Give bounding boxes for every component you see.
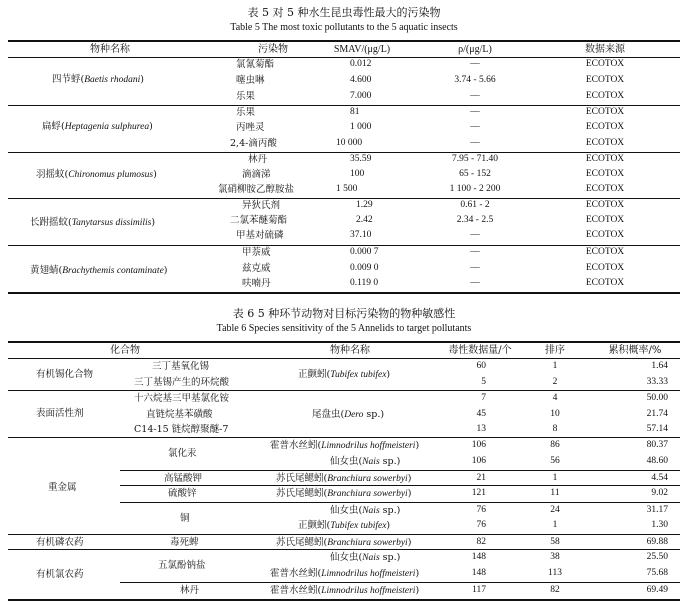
smav-cell: 81: [350, 107, 360, 117]
table6-compound: 硫酸锌: [168, 488, 197, 499]
source-cell: ECOTOX: [585, 59, 625, 69]
table6-species: 霍普水丝蚓(Limnodrilus hoffmeisteri): [270, 585, 420, 596]
table6-subgroup-rule: [120, 485, 680, 486]
table5-caption-en: Table 5 The most toxic pollutants to the 5 aquatic insects: [230, 22, 458, 33]
table6-species: 霍普水丝蚓(Limnodrilus hoffmeisteri): [270, 568, 420, 579]
table6-header-rule: [8, 358, 680, 359]
table5-species-4: 长跗摇蚊(Tanytarsus dissimilis): [30, 217, 156, 228]
table6-species: 正颤蚓(Tubifex tubifex): [298, 369, 391, 380]
rho-cell: 7.95 - 71.40: [452, 154, 498, 164]
smav-cell: 10 000: [336, 138, 363, 148]
smav-cell: 100: [350, 169, 365, 179]
rho-cell: —: [470, 247, 480, 257]
table5-header-source: 数据来源: [585, 44, 625, 55]
rank-cell: 1: [552, 520, 558, 530]
table6-group-rule: [8, 549, 680, 550]
smav-cell: 4.600: [350, 75, 372, 85]
table6-compound: 三丁基锡产生的环烷酸: [134, 377, 230, 388]
probability-cell: 1.30: [651, 520, 668, 530]
source-cell: ECOTOX: [585, 215, 625, 225]
probability-cell: 21.74: [646, 409, 668, 419]
pollutant-cell: 甲基对硫磷: [236, 230, 284, 241]
table6-header-probability: 累积概率/%: [608, 345, 662, 356]
count-cell: 76: [476, 520, 486, 530]
table6-top-rule: [8, 341, 680, 343]
count-cell: 106: [471, 440, 486, 450]
table5-caption-cn: 表 5 对 5 种水生昆虫毒性最大的污染物: [247, 6, 441, 19]
table6-category: 表面活性剂: [36, 408, 84, 419]
smav-cell: 0.000 7: [350, 247, 379, 257]
source-cell: ECOTOX: [585, 154, 625, 164]
table6-compound: 十六烷基三甲基氯化铵: [134, 393, 230, 404]
table6-subgroup-rule: [120, 582, 680, 583]
table5-species-1: 四节蜉(Baetis rhodani): [52, 74, 144, 85]
probability-cell: 75.68: [646, 568, 668, 578]
rho-cell: —: [470, 122, 480, 132]
rank-cell: 113: [548, 568, 562, 578]
rho-cell: —: [470, 278, 480, 288]
probability-cell: 69.49: [646, 585, 668, 595]
pollutant-cell: 噻虫啉: [236, 75, 265, 86]
rho-cell: 65 - 152: [459, 169, 491, 179]
table6-header-count: 毒性数据量/个: [448, 345, 512, 356]
smav-cell: 2.42: [356, 215, 373, 225]
pollutant-cell: 滴滴涕: [242, 169, 271, 180]
probability-cell: 25.50: [646, 552, 668, 562]
pollutant-cell: 呋喃丹: [242, 278, 271, 289]
pollutant-cell: 兹克威: [242, 263, 271, 274]
pollutant-cell: 异狄氏剂: [242, 200, 281, 211]
source-cell: ECOTOX: [585, 169, 625, 179]
table5-header-smav: SMAV/(μg/L): [333, 44, 391, 55]
table6-compound: 林丹: [180, 585, 200, 596]
pollutant-cell: 乐果: [236, 91, 256, 102]
count-cell: 148: [471, 568, 486, 578]
pollutant-cell: 氯氰菊酯: [236, 59, 275, 70]
table6-category: 重金属: [48, 482, 77, 493]
table5-bottom-rule: [8, 292, 680, 294]
source-cell: ECOTOX: [585, 107, 625, 117]
count-cell: 45: [476, 409, 486, 419]
table5-top-rule: [8, 40, 680, 42]
count-cell: 121: [471, 488, 486, 498]
table5-header-rho: ρ/(μg/L): [458, 44, 492, 55]
rho-cell: 1 100 - 2 200: [449, 184, 501, 194]
probability-cell: 1.64: [651, 361, 668, 371]
table5-header-pollutant: 污染物: [258, 44, 288, 55]
source-cell: ECOTOX: [585, 138, 625, 148]
count-cell: 5: [481, 377, 486, 387]
pollutant-cell: 甲萘威: [242, 247, 271, 258]
source-cell: ECOTOX: [585, 230, 625, 240]
pollutant-cell: 丙唑灵: [236, 122, 265, 133]
table6-compound: 高锰酸钾: [164, 473, 203, 484]
source-cell: ECOTOX: [585, 122, 625, 132]
count-cell: 7: [481, 393, 486, 403]
table6-bottom-rule: [8, 599, 680, 601]
pollutant-cell: 林丹: [248, 154, 268, 165]
smav-cell: 0.119 0: [350, 278, 379, 288]
table6-category: 有机锡化合物: [36, 369, 94, 380]
smav-cell: 7.000: [350, 91, 372, 101]
count-cell: 106: [471, 456, 486, 466]
smav-cell: 1.29: [356, 200, 373, 210]
table6-compound: 直链烷基苯磺酸: [146, 409, 213, 420]
smav-cell: 1 000: [350, 122, 372, 132]
table5-species-2: 扁蜉(Heptagenia sulphurea): [42, 121, 153, 132]
count-cell: 13: [476, 424, 486, 434]
pollutant-cell: 二氯苯醚菊酯: [230, 215, 288, 226]
table6-species: 苏氏尾鳃蚓(Branchiura sowerbyi): [276, 488, 412, 499]
rho-cell: —: [470, 138, 480, 148]
table6-subgroup-rule: [120, 502, 680, 503]
rho-cell: —: [470, 263, 480, 273]
pollutant-cell: 氯硝柳胺乙醇胺盐: [218, 184, 295, 195]
rank-cell: 4: [552, 393, 558, 403]
table6-caption-en: Table 6 Species sensitivity of the 5 Annelids to target pollutants: [216, 323, 472, 334]
table6-species: 苏氏尾鳃蚓(Branchiura sowerbyi): [276, 537, 412, 548]
table6-species: 苏氏尾鳃蚓(Branchiura sowerbyi): [276, 473, 412, 484]
table6-compound: 毒死蜱: [170, 537, 199, 548]
rank-cell: 2: [552, 377, 558, 387]
table6-caption-cn: 表 6 5 种环节动物对目标污染物的物种敏感性: [232, 307, 456, 320]
table5-header-species: 物种名称: [90, 44, 130, 55]
source-cell: ECOTOX: [585, 247, 625, 257]
smav-cell: 0.009 0: [350, 263, 379, 273]
table6-header-compound: 化合物: [110, 345, 140, 356]
table6-species: 仙女虫(Nais sp.): [330, 552, 401, 563]
rho-cell: —: [470, 107, 480, 117]
probability-cell: 80.37: [646, 440, 668, 450]
table6-group-rule: [8, 437, 680, 438]
source-cell: ECOTOX: [585, 200, 625, 210]
table5-species-3: 羽摇蚊(Chironomus plumosus): [36, 169, 157, 180]
table5-species-5: 黄翅蜻(Brachythemis contaminate): [30, 265, 168, 276]
count-cell: 21: [476, 473, 486, 483]
table6-species: 尾盘虫(Dero sp.): [312, 409, 385, 420]
count-cell: 82: [476, 537, 486, 547]
rank-cell: 82: [550, 585, 560, 595]
table6-species: 仙女虫(Nais sp.): [330, 505, 401, 516]
table6-group-rule: [8, 390, 680, 391]
table6-compound: 氯化汞: [168, 448, 197, 459]
rank-cell: 8: [552, 424, 558, 434]
rank-cell: 10: [550, 409, 560, 419]
probability-cell: 33.33: [646, 377, 668, 387]
rho-cell: 3.74 - 5.66: [454, 75, 496, 85]
rho-cell: —: [470, 230, 480, 240]
rank-cell: 86: [550, 440, 560, 450]
rank-cell: 1: [552, 361, 558, 371]
rank-cell: 24: [550, 505, 560, 515]
source-cell: ECOTOX: [585, 278, 625, 288]
source-cell: ECOTOX: [585, 184, 625, 194]
probability-cell: 9.02: [651, 488, 668, 498]
probability-cell: 48.60: [646, 456, 668, 466]
source-cell: ECOTOX: [585, 263, 625, 273]
rank-cell: 58: [550, 537, 560, 547]
rho-cell: —: [470, 91, 480, 101]
rank-cell: 11: [550, 488, 560, 498]
count-cell: 60: [476, 361, 486, 371]
count-cell: 148: [471, 552, 486, 562]
smav-cell: 37.10: [350, 230, 372, 240]
smav-cell: 1 500: [336, 184, 358, 194]
rank-cell: 38: [550, 552, 560, 562]
rho-cell: —: [470, 59, 480, 69]
probability-cell: 4.54: [651, 473, 668, 483]
table6-category: 有机磷农药: [36, 537, 84, 548]
source-cell: ECOTOX: [585, 75, 625, 85]
probability-cell: 50.00: [646, 393, 668, 403]
table6-compound: 三丁基氧化锡: [152, 361, 210, 372]
rank-cell: 1: [552, 473, 558, 483]
table6-species: 正颤蚓(Tubifex tubifex): [298, 520, 391, 531]
smav-cell: 35.59: [350, 154, 372, 164]
table6-compound: 五氯酚钠盐: [158, 560, 206, 571]
probability-cell: 31.17: [646, 505, 668, 515]
table6-species: 霍普水丝蚓(Limnodrilus hoffmeisteri): [270, 440, 420, 451]
count-cell: 117: [472, 585, 486, 595]
pollutant-cell: 乐果: [236, 107, 256, 118]
table6-species: 仙女虫(Nais sp.): [330, 456, 401, 467]
probability-cell: 69.88: [646, 537, 668, 547]
probability-cell: 57.14: [646, 424, 668, 434]
table6-group-rule: [8, 534, 680, 535]
table6-compound: C14-15 链烷醇聚醚-7: [134, 424, 229, 435]
smav-cell: 0.012: [350, 59, 372, 69]
source-cell: ECOTOX: [585, 91, 625, 101]
rank-cell: 56: [550, 456, 560, 466]
count-cell: 76: [476, 505, 486, 515]
table6-compound: 铜: [180, 513, 190, 524]
rho-cell: 2.34 - 2.5: [456, 215, 494, 225]
pollutant-cell: 2,4-滴丙酸: [230, 138, 277, 149]
table6-category: 有机氯农药: [36, 569, 84, 580]
table6-subgroup-rule: [120, 470, 680, 471]
rho-cell: 0.61 - 2: [460, 200, 490, 210]
table6-header-species: 物种名称: [330, 345, 370, 356]
table6-header-rank: 排序: [545, 345, 565, 356]
